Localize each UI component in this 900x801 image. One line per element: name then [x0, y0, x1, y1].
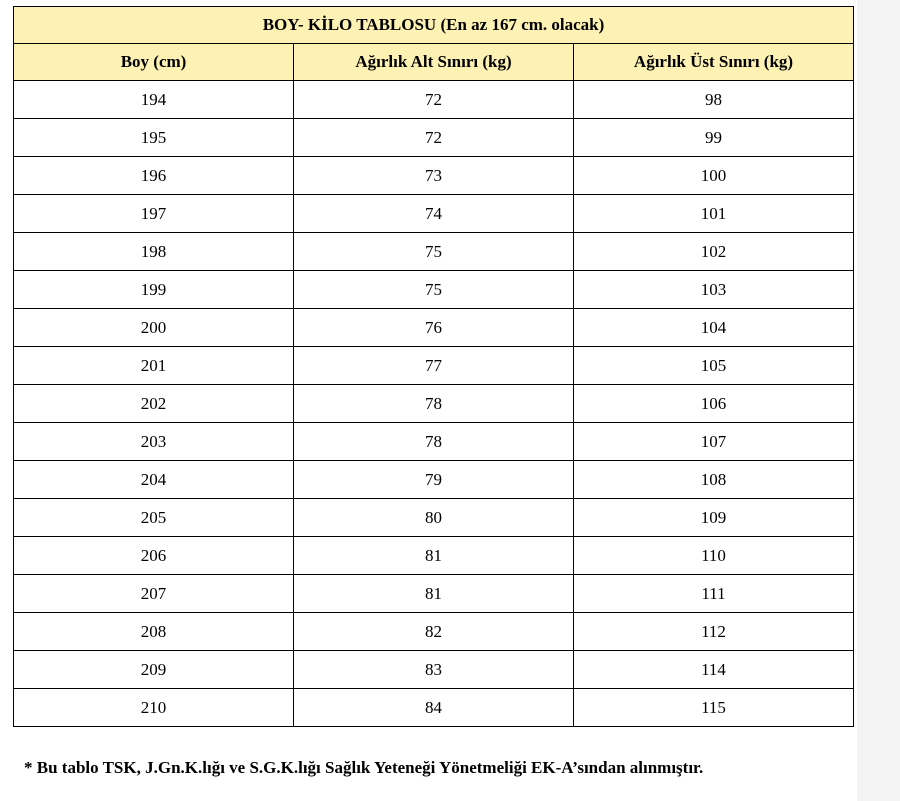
- cell-weight-max: 110: [574, 537, 854, 575]
- cell-weight-max: 104: [574, 309, 854, 347]
- cell-height: 201: [14, 347, 294, 385]
- cell-weight-min: 77: [294, 347, 574, 385]
- cell-weight-max: 115: [574, 689, 854, 727]
- cell-weight-min: 81: [294, 575, 574, 613]
- cell-height: 204: [14, 461, 294, 499]
- cell-height: 197: [14, 195, 294, 233]
- table-row: [14, 461, 854, 499]
- cell-height: 200: [14, 309, 294, 347]
- cell-weight-max: 101: [574, 195, 854, 233]
- cell-weight-max: 111: [574, 575, 854, 613]
- cell-weight-min: 78: [294, 385, 574, 423]
- cell-weight-min: 74: [294, 195, 574, 233]
- cell-weight-max: 100: [574, 157, 854, 195]
- cell-weight-min: 78: [294, 423, 574, 461]
- column-header-height: Boy (cm): [14, 44, 294, 81]
- cell-weight-min: 75: [294, 271, 574, 309]
- table-header-row: [14, 44, 854, 81]
- cell-height: 196: [14, 157, 294, 195]
- cell-height: 203: [14, 423, 294, 461]
- cell-height: 207: [14, 575, 294, 613]
- cell-weight-min: 79: [294, 461, 574, 499]
- cell-weight-max: 99: [574, 119, 854, 157]
- table-row: [14, 233, 854, 271]
- cell-height: 210: [14, 689, 294, 727]
- table-title: BOY- KİLO TABLOSU (En az 167 cm. olacak): [14, 7, 854, 44]
- cell-weight-max: 112: [574, 613, 854, 651]
- cell-weight-max: 107: [574, 423, 854, 461]
- cell-weight-max: 108: [574, 461, 854, 499]
- cell-weight-min: 72: [294, 119, 574, 157]
- cell-height: 198: [14, 233, 294, 271]
- height-weight-table: [13, 6, 854, 727]
- cell-height: 195: [14, 119, 294, 157]
- cell-weight-max: 106: [574, 385, 854, 423]
- cell-height: 202: [14, 385, 294, 423]
- table-row: [14, 537, 854, 575]
- cell-weight-max: 98: [574, 81, 854, 119]
- cell-weight-min: 84: [294, 689, 574, 727]
- table-row: [14, 81, 854, 119]
- source-footnote: * Bu tablo TSK, J.Gn.K.lığı ve S.G.K.lığı Sağlık Yeteneği Yönetmeliği EK-A’sından alınmıştır.: [24, 758, 704, 777]
- cell-weight-min: 83: [294, 651, 574, 689]
- cell-weight-max: 105: [574, 347, 854, 385]
- cell-height: 199: [14, 271, 294, 309]
- cell-weight-max: 102: [574, 233, 854, 271]
- table-row: [14, 423, 854, 461]
- cell-weight-min: 75: [294, 233, 574, 271]
- cell-weight-min: 82: [294, 613, 574, 651]
- table-row: [14, 119, 854, 157]
- cell-weight-min: 81: [294, 537, 574, 575]
- cell-weight-min: 76: [294, 309, 574, 347]
- cell-weight-max: 103: [574, 271, 854, 309]
- cell-height: 194: [14, 81, 294, 119]
- table-row: [14, 689, 854, 727]
- table-row: [14, 499, 854, 537]
- table-row: [14, 347, 854, 385]
- cell-height: 206: [14, 537, 294, 575]
- table-row: [14, 195, 854, 233]
- table-row: [14, 157, 854, 195]
- cell-height: 208: [14, 613, 294, 651]
- table-row: [14, 385, 854, 423]
- cell-height: 205: [14, 499, 294, 537]
- table-row: [14, 651, 854, 689]
- table-row: [14, 271, 854, 309]
- cell-weight-max: 109: [574, 499, 854, 537]
- column-header-weight-max: Ağırlık Üst Sınırı (kg): [574, 44, 854, 81]
- cell-weight-min: 73: [294, 157, 574, 195]
- cell-height: 209: [14, 651, 294, 689]
- table-row: [14, 613, 854, 651]
- cell-weight-min: 72: [294, 81, 574, 119]
- table-row: [14, 309, 854, 347]
- column-header-weight-min: Ağırlık Alt Sınırı (kg): [294, 44, 574, 81]
- cell-weight-min: 80: [294, 499, 574, 537]
- table-row: [14, 575, 854, 613]
- table-title-row: [14, 7, 854, 44]
- page-margin-strip: [857, 0, 900, 801]
- cell-weight-max: 114: [574, 651, 854, 689]
